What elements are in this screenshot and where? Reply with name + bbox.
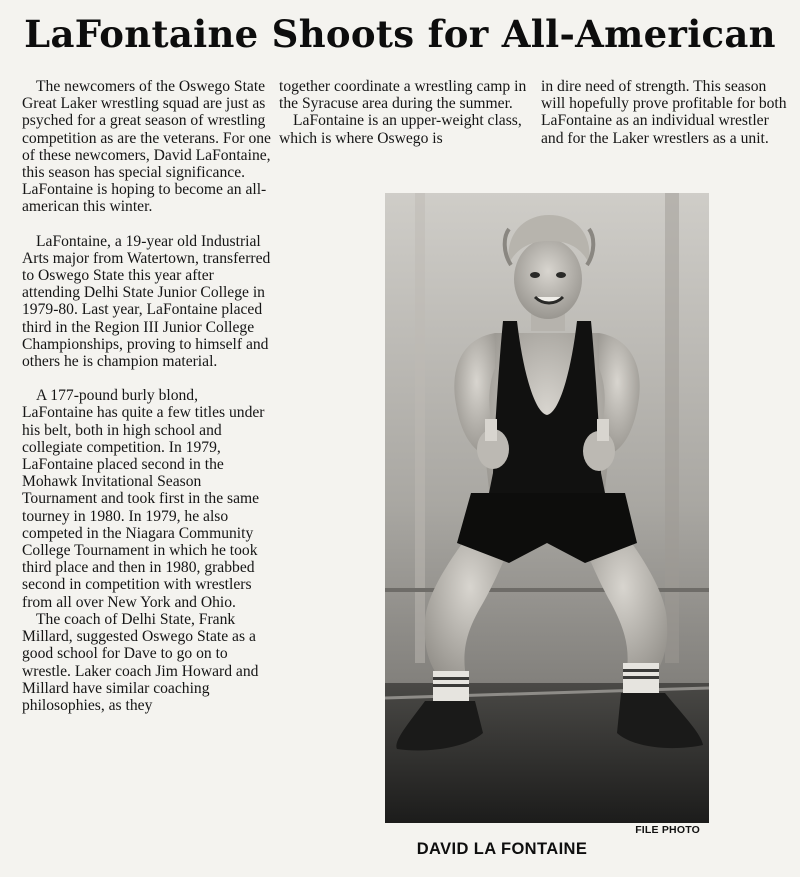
- article-headline: LaFontaine Shoots for All-American: [24, 12, 776, 56]
- article-column-1: [22, 78, 272, 714]
- article-column-3: [541, 78, 791, 147]
- article-column-2: [279, 78, 535, 147]
- photo-credit: FILE PHOTO: [635, 824, 700, 836]
- paragraph: The newcomers of the Oswego State Great Laker wrestling squad are just as psyched for a great season of wrestling competition as are the veterans. For one of these newcomers, David LaFontaine, this season has special significance. LaFontaine is hoping to become an all-american this winter.: [22, 78, 271, 216]
- paragraph: in dire need of strength. This season will hopefully prove profitable for both LaFontaine as an individual wrestler and for the Laker wrestlers as a unit.: [541, 78, 787, 147]
- paragraph: LaFontaine, a 19-year old Industrial Arts major from Watertown, transferred to Oswego State this year after attending Delhi State Junior College in 1979-80. Last year, LaFontaine placed third in the Region III Junior College Championships, proving to himself and others he is champion material.: [22, 232, 271, 371]
- wrestler-photo-illustration: [385, 193, 709, 823]
- paragraph: together coordinate a wrestling camp in the Syracuse area during the summer.: [279, 78, 527, 113]
- photo-caption: DAVID LA FONTAINE: [416, 840, 588, 858]
- paragraph: The coach of Delhi State, Frank Millard, suggested Oswego State as a good school for Dave to go on to wrestle. Laker coach Jim Howard and Millard have similar coaching philosophies, as they: [22, 610, 259, 714]
- paragraph: A 177-pound burly blond, LaFontaine has quite a few titles under his belt, both in high school and collegiate competition. In 1979, LaFontaine placed second in the Mohawk Invitational Season Tournament and took first in the same tourney in 1980. In 1979, he also competed in the Niagara Community College Tournament in which he took third place and then in 1980, grabbed second in competition with wrestlers from all over New York and Ohio.: [22, 387, 265, 611]
- paragraph: LaFontaine is an upper-weight class, which is where Oswego is: [279, 112, 522, 147]
- wrestler-photo: [385, 193, 709, 823]
